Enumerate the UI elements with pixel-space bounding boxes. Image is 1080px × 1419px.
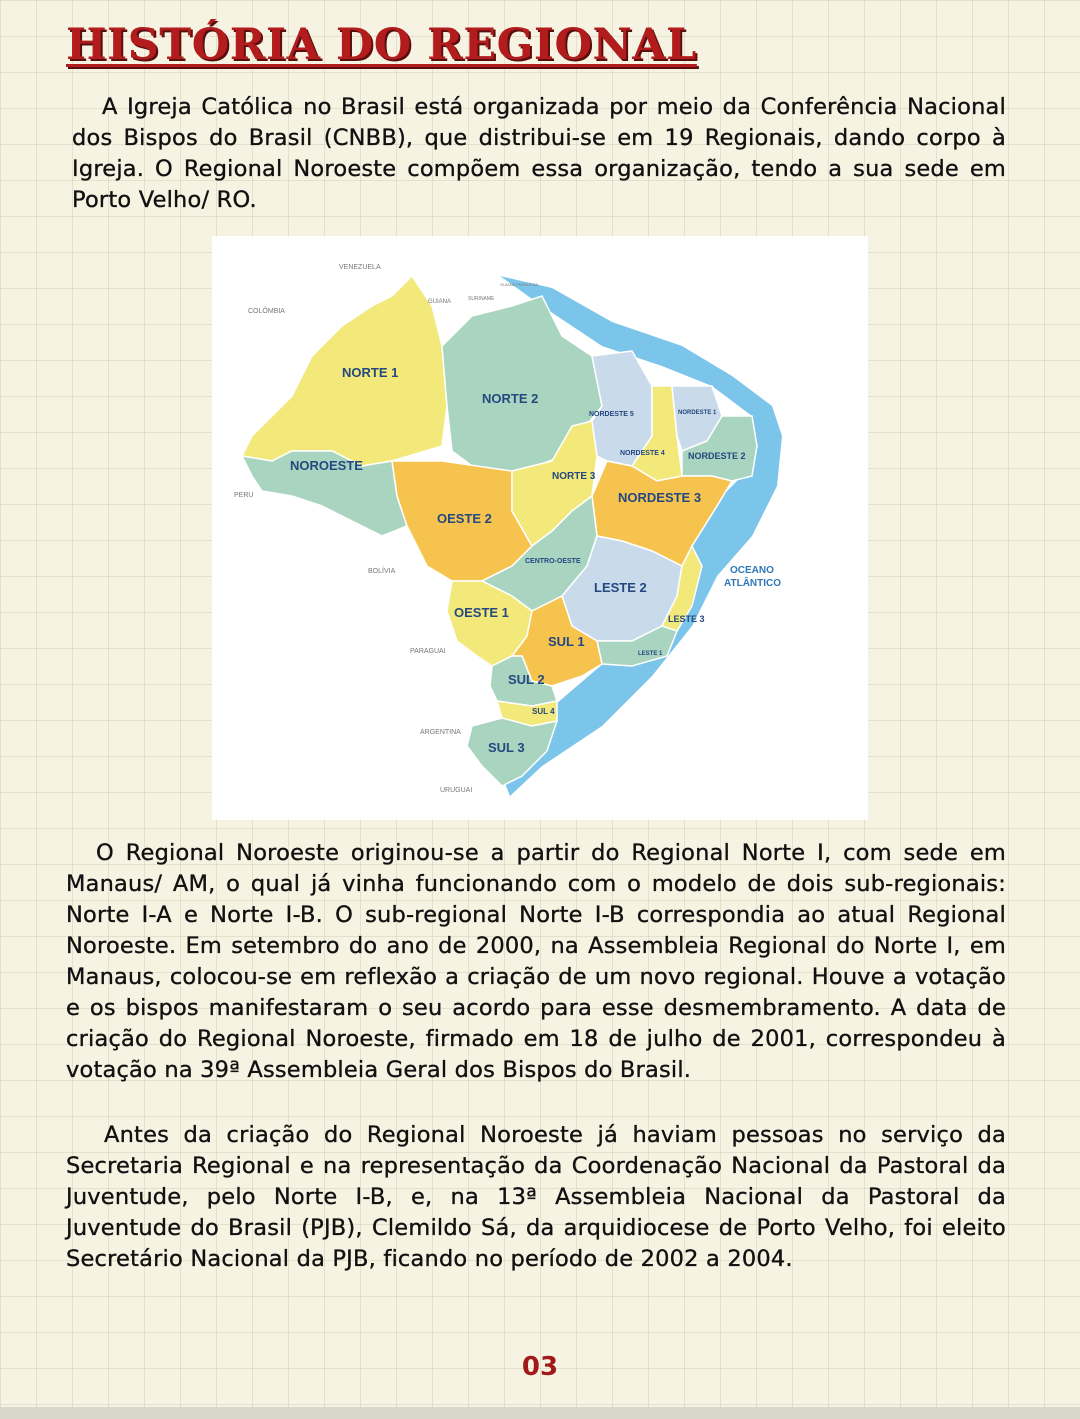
- label-sul2: SUL 2: [508, 672, 545, 687]
- label-peru: PERU: [234, 492, 254, 499]
- pjb-paragraph: Antes da criação do Regional Noroeste já haviam pessoas no serviço da Secretaria Regional e na representação da Coordenação Nacional da Pastoral da Juventude, pelo Norte I-B, e, na 13ª Assembleia Nacional da Pastoral da Juventude do Brasil (PJB), Clemildo Sá, da arquidiocese de Porto Velho, foi eleito Secretário Nacional da PJB, ficando no período de 2002 a 2004.: [66, 1122, 1006, 1272]
- label-guiana: GUIANA: [428, 299, 452, 305]
- label-sul1: SUL 1: [548, 634, 585, 649]
- label-oeste2: OESTE 2: [437, 511, 492, 526]
- label-oeste1: OESTE 1: [454, 605, 509, 620]
- label-venezuela: VENEZUELA: [339, 264, 381, 271]
- brazil-regions-map: [212, 236, 868, 820]
- history-paragraph: O Regional Noroeste originou-se a partir do Regional Norte I, com sede em Manaus/ AM, o qual já vinha funcionando com o modelo de dois sub-regionais: Norte I-A e Norte I-B. O sub-regional Norte I-B correspondia ao atual Regional Noroeste. Em setembro do ano de 2000, na Assembleia Regional do Norte I, em Manaus, colocou-se em reflexão a criação de um novo regional. Houve a votação e os bispos manifestaram o seu acordo para esse desmembramento. A data de criação do Regional Noroeste, firmado em 18 de julho de 2001, correspondeu à votação na 39ª Assembleia Geral dos Bispos do Brasil.: [66, 840, 1006, 1083]
- regional-map: [212, 236, 868, 820]
- label-leste1: LESTE 1: [638, 651, 663, 657]
- label-ocean-line2: ATLÂNTICO: [724, 578, 782, 589]
- bottom-strip: [0, 1407, 1080, 1419]
- label-argentina: ARGENTINA: [420, 729, 461, 736]
- label-nordeste4: NORDESTE 4: [620, 450, 665, 457]
- label-guiana-francesa: GUIANA FRANCESA: [500, 282, 539, 287]
- label-nordeste2: NORDESTE 2: [688, 451, 746, 461]
- label-leste2: LESTE 2: [594, 580, 647, 595]
- label-norte3: NORTE 3: [552, 471, 596, 482]
- label-bolivia: BOLÍVIA: [368, 568, 396, 575]
- label-leste3: LESTE 3: [668, 614, 705, 624]
- intro-paragraph: A Igreja Católica no Brasil está organizada por meio da Conferência Nacional dos Bispos do Brasil (CNBB), que distribui-se em 19 Regionais, dando corpo à Igreja. O Regional Noroeste compõem essa organização, tendo a sua sede em Porto Velho/ RO.: [72, 94, 1006, 213]
- label-noroeste: NOROESTE: [290, 458, 363, 473]
- label-norte2: NORTE 2: [482, 391, 539, 406]
- page-title: HISTÓRIA DO REGIONAL: [66, 20, 697, 70]
- label-nordeste3: NORDESTE 3: [618, 490, 702, 505]
- label-paraguai: PARAGUAI: [410, 648, 446, 655]
- page-number: 03: [521, 1352, 559, 1382]
- label-centro-oeste: CENTRO-OESTE: [525, 558, 581, 565]
- label-suriname: SURINAME: [468, 296, 495, 302]
- label-nordeste1: NORDESTE 1: [678, 410, 717, 416]
- label-sul3: SUL 3: [488, 740, 525, 755]
- label-uruguai: URUGUAI: [440, 787, 473, 794]
- label-ocean-line1: OCEANO: [730, 565, 774, 576]
- label-norte1: NORTE 1: [342, 365, 399, 380]
- label-sul4: SUL 4: [532, 707, 555, 716]
- label-nordeste5: NORDESTE 5: [589, 411, 634, 418]
- label-colombia: COLÔMBIA: [248, 308, 285, 315]
